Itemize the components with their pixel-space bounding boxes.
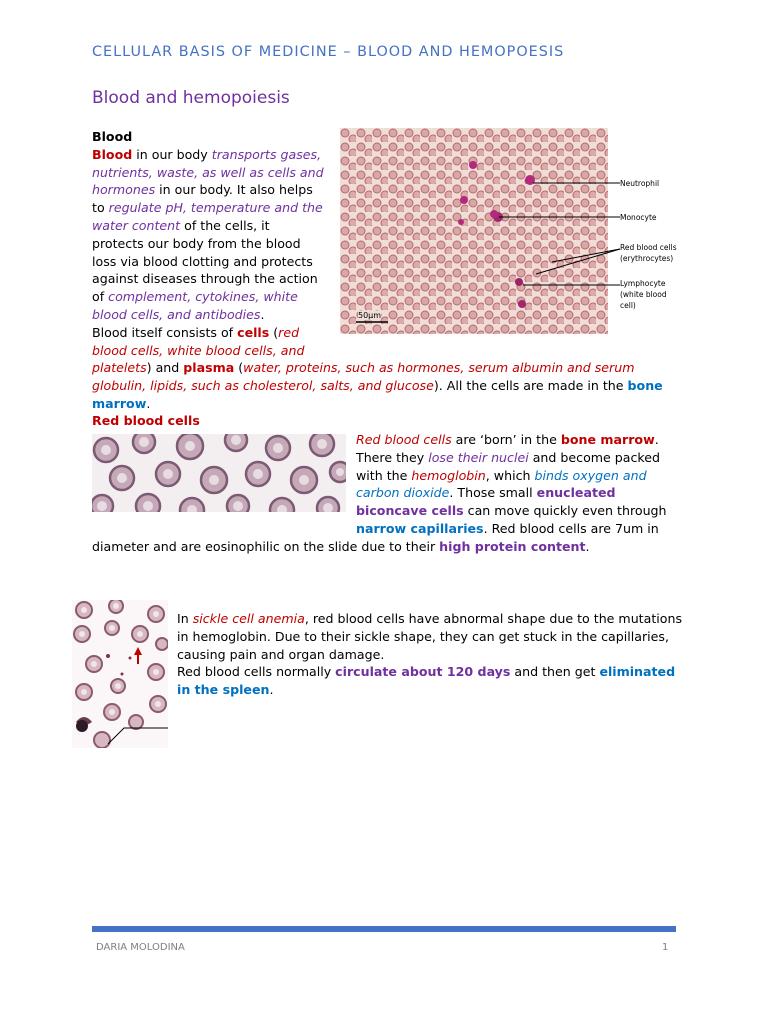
term: high protein content: [439, 538, 586, 554]
text: . Red blood cells are 7um in diameter and are eosinophilic on the slide due to their: [92, 520, 659, 554]
term: narrow capillaries: [356, 520, 484, 536]
text: can move quickly even through: [463, 503, 667, 519]
text: , which: [485, 467, 535, 483]
text: .: [585, 538, 590, 554]
text: Red blood cells normally: [177, 664, 336, 679]
term: Blood: [92, 146, 133, 162]
label-neutrophil: Neutrophil: [620, 179, 660, 188]
text: in our body: [132, 146, 212, 162]
running-header: CELLULAR BASIS OF MEDICINE – BLOOD AND HEMOPOESIS: [92, 44, 565, 60]
footer-divider: [92, 926, 676, 932]
footer-author: DARIA MOLODINA: [96, 942, 185, 953]
page-title: Blood and hemopoiesis: [92, 88, 290, 108]
text: , red blood cells have abnormal shape due to the mutations in hemoglobin. Due to their sickle shape, they can get stuck in the capillaries, causing pain and organ damage.: [177, 611, 683, 662]
rbc-subheading: Red blood cells: [92, 413, 200, 428]
term: cells: [237, 324, 270, 340]
rbc-paragraph: [92, 431, 682, 556]
term: regulate pH, temperature and the water content: [92, 200, 323, 233]
text: ) and: [146, 360, 184, 376]
term: lose their nuclei: [428, 449, 529, 465]
text: are ‘born’ in the: [451, 432, 561, 447]
term: enucleated biconcave cells: [356, 485, 616, 519]
term: water, proteins, such as hormones, serum albumin and serum globulin, lipids, such as cholesterol, salts, and glucose: [92, 360, 635, 394]
label-white-blood: (white blood: [620, 290, 667, 299]
label-red-blood-cells: Red blood cells: [620, 243, 677, 252]
text: .: [146, 395, 151, 411]
text: of the cells, it protects our body from the blood loss via blood clotting and protects against diseases through the action of: [92, 217, 318, 305]
blood-subheading: Blood: [92, 129, 133, 144]
sickle-paragraph-1: [177, 610, 683, 663]
term: transports gases, nutrients, waste, as well as cells and hormones: [92, 146, 324, 198]
term: plasma: [183, 360, 235, 376]
term: bone marrow: [560, 432, 655, 447]
text: (: [234, 360, 244, 376]
term: eliminated in the spleen: [177, 664, 676, 697]
text: .: [269, 681, 274, 697]
sickle-cell-micrograph: [72, 600, 168, 748]
scale-bar-label: 50μm: [358, 311, 382, 320]
text: in our body. It also helps to: [92, 182, 313, 216]
text: Blood itself consists of: [92, 324, 238, 340]
text: . Those small: [449, 485, 537, 501]
text: In: [177, 611, 193, 626]
term: red blood cells, white blood cells, and platelets: [92, 324, 305, 376]
blood-paragraph-1: [92, 146, 324, 324]
text: ). All the cells are made in the: [433, 378, 628, 394]
text: .: [260, 306, 265, 322]
figure-callouts: [340, 128, 680, 334]
term: binds oxygen and carbon dioxide: [356, 467, 647, 501]
blood-paragraph-2: [92, 324, 682, 413]
page-number: 1: [662, 942, 669, 953]
sickle-cell-image: [72, 600, 168, 748]
text: (: [269, 324, 279, 340]
term: Red blood cells: [356, 432, 452, 447]
text: . There they: [356, 432, 659, 465]
label-erythrocytes: (erythrocytes): [620, 254, 674, 263]
label-lymphocyte: Lymphocyte: [620, 279, 666, 288]
term: complement, cytokines, white blood cells, and antibodies: [92, 289, 298, 322]
text: and then get: [510, 664, 600, 679]
sickle-paragraph-2: [177, 663, 683, 699]
term: hemoglobin: [411, 467, 486, 483]
label-monocyte: Monocyte: [620, 213, 657, 222]
term: sickle cell anemia: [192, 611, 305, 626]
term: circulate about 120 days: [335, 664, 511, 679]
text: and become packed with the: [356, 449, 661, 483]
term: bone marrow: [92, 378, 663, 411]
label-cell: cell): [620, 301, 636, 310]
